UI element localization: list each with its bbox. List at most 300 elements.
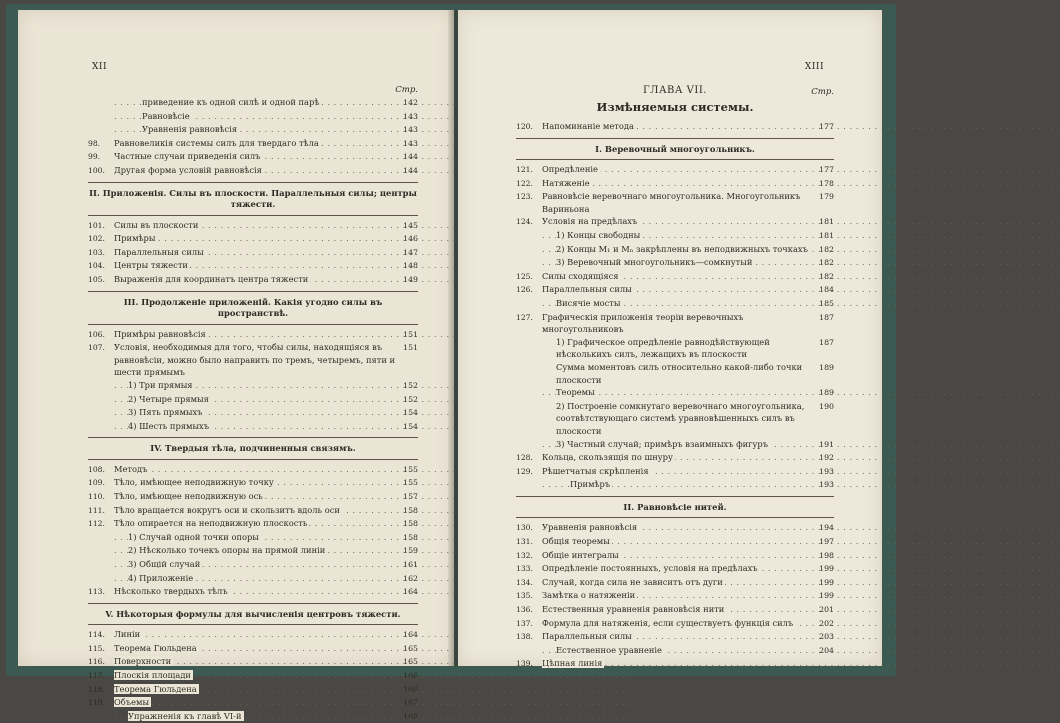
entry-page: 166 <box>403 684 418 694</box>
right-page-number: XIII <box>804 62 824 72</box>
entry-number: 137. <box>516 618 533 628</box>
left-toc <box>88 84 418 723</box>
entry-title-cell <box>114 379 396 392</box>
entry-title: 1) Случай одной точки опоры <box>128 531 259 542</box>
entry-page: 191 <box>819 439 834 449</box>
entry-title-cell <box>542 589 812 602</box>
toc-entry <box>88 642 418 656</box>
entry-title: 1) Три прямыя <box>128 379 193 390</box>
toc-entry <box>88 463 418 477</box>
entry-title-cell <box>542 657 812 670</box>
entry-title: Силы сходящіяся <box>542 270 619 281</box>
entry-page: 147 <box>403 247 418 257</box>
entry-title: Равновѣсіе веревочнаго многоугольника. Многоугольникъ Вариньона <box>542 191 801 214</box>
entry-title-cell <box>114 710 396 723</box>
section-title: III. Продолженіе приложеній. Какія угодно силы въ пространствѣ. <box>123 296 383 319</box>
toc-entry <box>88 585 418 599</box>
entry-title: Натяженіе <box>542 177 590 188</box>
entry-number: 106. <box>88 329 105 339</box>
entry-title-cell <box>114 150 396 163</box>
entry-number: 112. <box>88 519 105 529</box>
entry-title-cell <box>114 406 396 419</box>
entry-title-cell <box>114 669 396 682</box>
toc-entry <box>88 328 418 342</box>
entry-number: 134. <box>516 577 533 587</box>
entry-page: 143 <box>403 138 418 148</box>
entry-page: 166 <box>403 671 418 680</box>
toc-entry <box>88 164 418 178</box>
toc-entry <box>516 438 834 452</box>
entry-page: 154 <box>403 421 418 431</box>
toc-entry <box>516 576 834 590</box>
entry-title: Примѣры <box>114 233 156 244</box>
entry-title: Силы въ плоскости <box>114 219 199 230</box>
entry-title: Замѣтка о натяженіи <box>542 590 636 601</box>
toc-entry <box>516 177 834 191</box>
entry-page: 152 <box>403 380 418 390</box>
entry-title: 4) Шесть прямыхъ <box>128 420 210 431</box>
entry-title: Поверхности <box>114 656 172 667</box>
entry-page: 189 <box>819 388 834 398</box>
entry-title: Формула для натяженія, если существуетъ функція силъ <box>542 617 794 628</box>
entry-title-cell <box>542 243 812 256</box>
entry-page: 177 <box>819 165 834 175</box>
entry-title-cell <box>114 110 396 123</box>
toc-entry <box>88 393 418 407</box>
entry-title: Цѣпная линія <box>542 658 603 669</box>
entry-page: 167 <box>403 698 418 708</box>
toc-entry <box>88 96 418 110</box>
entry-number: 111. <box>88 505 105 515</box>
entry-title-cell <box>114 655 396 668</box>
toc-entry <box>88 655 418 669</box>
section-rule <box>88 437 418 438</box>
toc-entry <box>516 336 834 361</box>
entry-number: 125. <box>516 271 533 281</box>
entry-title: 3) Общій случай <box>128 558 201 569</box>
entry-title-cell <box>542 215 812 228</box>
toc-entry <box>516 386 834 400</box>
entry-number: 98. <box>88 138 101 148</box>
entry-title-cell <box>542 283 812 296</box>
entry-title-cell <box>114 393 396 406</box>
entry-title-cell <box>542 644 812 657</box>
entry-number: 107. <box>88 343 105 353</box>
toc-entry <box>88 476 418 490</box>
entry-title-cell <box>114 476 396 489</box>
toc-entry <box>88 406 418 420</box>
toc-entry <box>88 517 418 531</box>
entry-page: 159 <box>403 546 418 556</box>
toc-entry <box>516 215 834 229</box>
entry-page: 158 <box>403 519 418 529</box>
entry-title: Естественное уравненіе <box>556 644 662 655</box>
entry-number: 139. <box>516 659 533 669</box>
toc-entry <box>88 273 418 287</box>
entry-page: 204 <box>819 645 834 655</box>
section-title: IV. Твердыя тѣла, подчиненныя связямъ. <box>150 443 356 454</box>
entry-title: Условія, необходимыя для того, чтобы силы, находящіяся въ равновѣсіи, можно было направить по тремъ, четыремъ, пяти и шести прямымъ <box>114 342 396 378</box>
entry-title-cell <box>114 123 396 136</box>
entry-page: 201 <box>819 605 834 614</box>
entry-page: 184 <box>819 285 834 295</box>
entry-page: 144 <box>403 152 418 162</box>
entry-title: Теорема Гюльдена <box>114 642 197 653</box>
entry-page: 155 <box>403 478 418 488</box>
left-page-number: XII <box>92 62 108 72</box>
toc-entry <box>516 521 834 535</box>
entry-title: Сумма моментовъ силъ относительно какой-либо точки плоскости <box>556 362 803 385</box>
entry-title-cell <box>542 562 812 575</box>
entry-title: Объемы <box>114 697 150 708</box>
entry-title-cell <box>542 400 812 438</box>
entry-page: 151 <box>403 343 418 353</box>
entry-number: 103. <box>88 247 105 257</box>
entry-title-cell <box>542 311 812 336</box>
toc-entry <box>516 229 834 243</box>
entry-page: 194 <box>819 523 834 533</box>
toc-entry <box>88 150 418 164</box>
toc-entry <box>516 297 834 311</box>
entry-number: 138. <box>516 632 533 642</box>
toc-entry <box>88 379 418 393</box>
left-top-entries <box>88 96 418 178</box>
toc-entry <box>516 657 834 671</box>
entry-page: 199 <box>819 591 834 601</box>
entry-page: 199 <box>819 577 834 587</box>
toc-entry <box>516 361 834 386</box>
entry-page: 203 <box>819 632 834 642</box>
entry-page: 162 <box>403 573 418 583</box>
section-rule <box>88 603 418 604</box>
entry-title-cell <box>114 463 396 476</box>
toc-entry <box>516 120 834 134</box>
chapter-subtitle: Измѣняемыя системы. <box>596 100 754 114</box>
entry-number: 117. <box>88 671 105 680</box>
entry-page: 161 <box>403 559 418 569</box>
entry-page: 142 <box>403 98 418 107</box>
entry-title: Выраженія для координатъ центра тяжести <box>114 273 309 284</box>
entry-page: 149 <box>403 274 418 284</box>
section-rule <box>88 215 418 216</box>
entry-page: 197 <box>819 537 834 547</box>
entry-title: Уравненія равновѣсія <box>142 124 238 135</box>
entry-page: 152 <box>403 394 418 404</box>
entry-title: Опредѣленіе <box>542 164 598 175</box>
entry-number: 122. <box>516 178 533 188</box>
toc-entry <box>516 311 834 336</box>
entry-title: Равновѣсіе <box>142 110 190 121</box>
entry-title: Параллельныя силы <box>114 246 204 257</box>
entry-number: 132. <box>516 550 533 560</box>
entry-page: 199 <box>819 564 834 574</box>
entry-title-cell <box>542 465 812 478</box>
toc-entry <box>516 478 834 492</box>
entry-title: Общіе интегралы <box>542 549 619 560</box>
entry-page: 146 <box>403 234 418 244</box>
entry-title-cell <box>542 478 812 491</box>
entry-title: Центры тяжести <box>114 260 188 271</box>
entry-number: 110. <box>88 491 105 501</box>
entry-title: Напоминаніе метода <box>542 121 634 131</box>
entry-title: Упражненія къ главѣ VI-й <box>128 710 242 721</box>
entry-number: 105. <box>88 274 105 284</box>
entry-title-cell <box>114 504 396 517</box>
entry-title: 3) Веревочный многоугольникъ—сомкнутый <box>556 257 753 268</box>
entry-title-cell <box>542 297 812 310</box>
entry-page: 179 <box>819 192 834 202</box>
entry-title-cell <box>114 531 396 544</box>
entry-number: 121. <box>516 165 533 175</box>
entry-title: 2) Построеніе сомкнутаго веревочнаго многоугольника, соотвѣтствующаго системѣ уравновѣшенныхъ силъ въ плоскости <box>556 400 805 436</box>
entry-title-cell <box>114 628 396 641</box>
entry-title: Плоскія площади <box>114 670 191 680</box>
entry-number: 101. <box>88 220 105 230</box>
toc-entry <box>516 603 834 617</box>
entry-title-cell <box>542 229 812 242</box>
entry-title: Примѣръ <box>570 479 611 490</box>
entry-page: 192 <box>819 453 834 463</box>
entry-title: 3) Частный случай; примѣръ взаимныхъ фигуръ <box>556 438 768 449</box>
entry-number: 126. <box>516 285 533 295</box>
entry-page: 190 <box>819 401 834 411</box>
entry-title: приведение къ одной силѣ и одной парѣ <box>142 97 320 107</box>
entry-page: 181 <box>819 231 834 241</box>
toc-entry <box>88 259 418 273</box>
section-rule <box>88 291 418 292</box>
entry-page: 198 <box>819 550 834 560</box>
entry-title: Примѣры равновѣсія <box>114 328 206 339</box>
entry-title-cell <box>542 576 812 589</box>
page-column-header: Стр. <box>811 87 834 97</box>
entry-page: 168 <box>403 711 418 721</box>
entry-title-cell <box>114 558 396 571</box>
section-title: V. Нѣкоторыя формулы для вычисленія центровъ тяжести. <box>105 608 401 619</box>
toc-entry <box>516 256 834 270</box>
section-rule <box>88 182 418 183</box>
entry-number: 116. <box>88 657 105 667</box>
toc-entry <box>516 549 834 563</box>
entry-title-cell <box>114 490 396 503</box>
entry-title-cell <box>114 137 396 150</box>
entry-title-cell <box>542 521 812 534</box>
entry-title-cell <box>542 256 812 269</box>
section-rule <box>516 159 834 160</box>
toc-entry <box>88 696 418 710</box>
entry-title-cell <box>542 603 812 616</box>
toc-entry <box>516 644 834 658</box>
entry-number: 129. <box>516 466 533 476</box>
entry-number: 109. <box>88 478 105 488</box>
entry-title-cell <box>542 120 812 133</box>
entry-title-cell <box>542 177 812 190</box>
entry-title: Теорема Гюльдена <box>114 683 197 694</box>
entry-page: 165 <box>403 643 418 653</box>
entry-title: Равновеликія системы силъ для твердаго тѣла <box>114 137 319 148</box>
section-title: II. Приложенія. Силы въ плоскости. Параллельныя силы; центры тяжести. <box>89 187 417 210</box>
entry-title: Другая форма условій равновѣсія <box>114 164 262 175</box>
toc-entry <box>88 246 418 260</box>
entry-number: 136. <box>516 605 533 614</box>
entry-title-cell <box>542 630 812 643</box>
entry-title: 2) Концы M₁ и Mₙ закрѣплены въ неподвижныхъ точкахъ <box>556 243 808 254</box>
entry-title-cell <box>542 336 812 361</box>
toc-entry <box>516 243 834 257</box>
entry-title-cell <box>114 341 396 379</box>
entry-title-cell <box>542 438 812 451</box>
section-title: II. Равновѣсіе нитей. <box>623 501 727 512</box>
toc-entry <box>88 558 418 572</box>
entry-number: 123. <box>516 192 533 202</box>
entry-page: 177 <box>819 122 834 131</box>
entry-page: 193 <box>819 480 834 490</box>
entry-number: 99. <box>88 152 101 162</box>
entry-title-cell <box>114 259 396 272</box>
entry-title: Параллельныя силы <box>542 631 632 642</box>
entry-page: 182 <box>819 258 834 268</box>
entry-title: Уравненія равновѣсія <box>542 522 638 533</box>
toc-entry <box>88 490 418 504</box>
toc-entry <box>88 669 418 683</box>
entry-title-cell <box>542 163 812 176</box>
toc-entry <box>516 190 834 215</box>
entry-page: 145 <box>403 220 418 230</box>
right-toc <box>516 84 834 671</box>
entry-title: Тѣло, имѣющее неподвижную точку <box>114 477 274 488</box>
entry-title: Тѣло вращается вокругъ оси и скользитъ вдоль оси <box>114 504 340 515</box>
entry-page: 164 <box>403 587 418 597</box>
toc-entry <box>88 531 418 545</box>
entry-page: 185 <box>819 299 834 309</box>
toc-entry <box>88 137 418 151</box>
entry-title-cell <box>542 270 812 283</box>
toc-entry <box>516 465 834 479</box>
entry-number: 115. <box>88 643 105 653</box>
entry-number: 133. <box>516 564 533 574</box>
entry-number: 130. <box>516 523 533 533</box>
entry-title-cell <box>114 420 396 433</box>
entry-title-cell <box>542 451 812 464</box>
entry-page: 143 <box>403 111 418 121</box>
entry-title-cell <box>542 386 812 399</box>
entry-page: 202 <box>819 618 834 628</box>
entry-title-cell <box>114 232 396 245</box>
entry-title: Методъ <box>114 463 148 474</box>
toc-entry <box>516 535 834 549</box>
toc-entry <box>516 630 834 644</box>
toc-entry <box>516 451 834 465</box>
entry-title-cell <box>542 535 812 548</box>
entry-page: 178 <box>819 178 834 188</box>
entry-title-cell <box>114 696 396 709</box>
entry-page: 187 <box>819 312 834 322</box>
entry-title: Частные случаи приведенія силъ <box>114 151 261 162</box>
entry-title-cell <box>114 642 396 655</box>
toc-entry <box>516 562 834 576</box>
entry-title: 4) Приложеніе <box>128 572 194 583</box>
entry-number: 102. <box>88 234 105 244</box>
toc-entry <box>88 420 418 434</box>
entry-number: 114. <box>88 630 105 640</box>
entry-title: Естественныя уравненія равновѣсія нити <box>542 604 725 614</box>
toc-entry <box>516 270 834 284</box>
entry-page: 182 <box>819 244 834 254</box>
entry-page: 158 <box>403 532 418 542</box>
entry-page: 181 <box>819 217 834 227</box>
entry-page: 164 <box>403 630 418 640</box>
toc-entry <box>88 683 418 697</box>
entry-number: 131. <box>516 537 533 547</box>
entry-title: Кольца, скользящія по шнуру <box>542 452 673 463</box>
entry-number: 119. <box>88 698 105 708</box>
section-title: I. Веревочный многоугольникъ. <box>595 143 755 154</box>
entry-title: 1) Концы свободны <box>556 230 641 241</box>
toc-entry <box>88 232 418 246</box>
entry-number: 104. <box>88 261 105 271</box>
toc-entry <box>88 572 418 586</box>
entry-title: Графическія приложенія теоріи веревочныхъ многоугольниковъ <box>542 311 744 335</box>
entry-page: 154 <box>403 408 418 418</box>
entry-page: 193 <box>819 466 834 476</box>
entry-title: Нѣсколько твердыхъ тѣлъ <box>114 586 228 597</box>
entry-title-cell <box>542 617 812 630</box>
entry-title-cell <box>114 517 396 530</box>
entry-page: 157 <box>403 491 418 501</box>
entry-title-cell <box>542 190 812 215</box>
section-rule <box>516 517 834 518</box>
entry-number: 124. <box>516 217 533 227</box>
entry-page: 148 <box>403 261 418 271</box>
entry-title: Условія на предѣлахъ <box>542 216 638 227</box>
entry-number: 108. <box>88 464 105 474</box>
entry-title: Тѣло, имѣющее неподвижную ось <box>114 490 263 501</box>
toc-entry <box>88 710 418 723</box>
toc-entry <box>88 110 418 124</box>
toc-entry <box>88 123 418 137</box>
entry-title: Случай, когда сила не зависитъ отъ дуги <box>542 576 723 587</box>
entry-number: 113. <box>88 587 105 597</box>
section-rule <box>88 624 418 625</box>
right-page <box>458 10 882 669</box>
section-rule <box>516 496 834 497</box>
entry-number: 135. <box>516 591 533 601</box>
entry-title: Рѣшетчатыя скрѣпленія <box>542 465 649 476</box>
toc-entry <box>88 341 418 379</box>
entry-number: 100. <box>88 165 105 175</box>
entry-page: 151 <box>403 329 418 339</box>
toc-entry <box>516 589 834 603</box>
chapter-title: ГЛАВА VII. <box>643 85 707 96</box>
entry-title: Параллельныя силы <box>542 284 632 295</box>
entry-page: 165 <box>403 657 418 667</box>
page-column-header: Стр. <box>395 85 418 95</box>
right-sections <box>516 138 834 671</box>
entry-title-cell <box>542 361 812 386</box>
entry-number: 128. <box>516 453 533 463</box>
entry-title-cell <box>114 164 396 177</box>
toc-entry <box>88 628 418 642</box>
entry-title: Опредѣленіе постоянныхъ, условія на предѣлахъ <box>542 563 758 574</box>
entry-page: 182 <box>819 271 834 281</box>
entry-title-cell <box>542 549 812 562</box>
entry-page: 189 <box>819 363 834 372</box>
entry-title: 2) Четыре прямыя <box>128 393 209 404</box>
entry-title: Общія теоремы <box>542 536 610 547</box>
entry-number: 118. <box>88 684 105 694</box>
entry-title-cell <box>114 585 396 598</box>
left-sections <box>88 182 418 723</box>
section-rule <box>88 459 418 460</box>
